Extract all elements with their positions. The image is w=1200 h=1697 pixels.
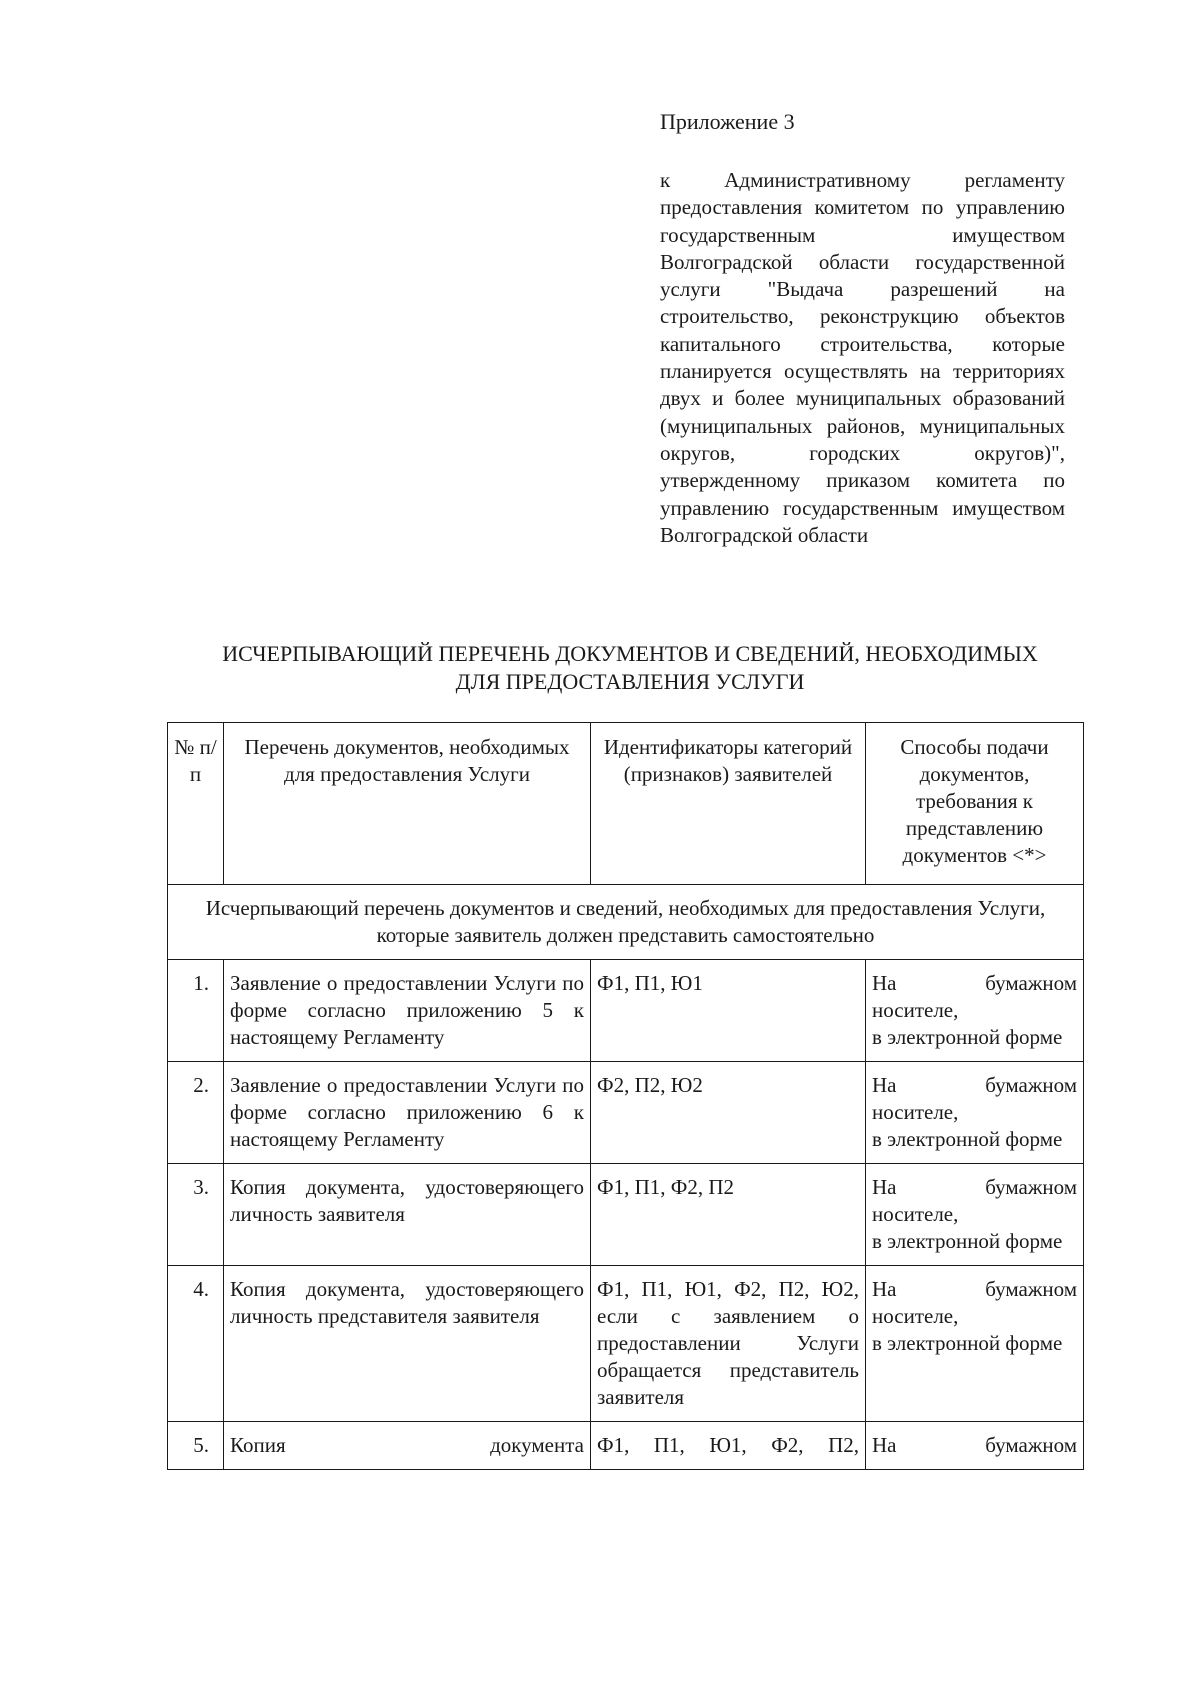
row-identifiers: Ф1, П1, Ю1, Ф2, П2, (591, 1422, 866, 1470)
row-identifiers: Ф1, П1, Ю1, Ф2, П2, Ю2, если с заявлением о предоставлении Услуги обращается представитель заявителя (591, 1266, 866, 1422)
section-title: Исчерпывающий перечень документов и сведений, необходимых для предоставления Услуги, которые заявитель должен представить самостоятельно (168, 885, 1084, 960)
row-document: Копия документа (224, 1422, 591, 1470)
row-method (866, 1062, 1084, 1164)
row-identifiers: Ф2, П2, Ю2 (591, 1062, 866, 1164)
row-document: Копия документа, удостоверяющего личность заявителя (224, 1164, 591, 1266)
row-document: Копия документа, удостоверяющего личность представителя заявителя (224, 1266, 591, 1422)
table-row (168, 1266, 1084, 1422)
table-row (168, 960, 1084, 1062)
document-title-line2: ДЛЯ ПРЕДОСТАВЛЕНИЯ УСЛУГИ (455, 669, 805, 694)
row-method (866, 1164, 1084, 1266)
row-method (866, 960, 1084, 1062)
header-methods: Способы подачи документов, требования к представлению документов <*> (866, 723, 1084, 885)
table-row (168, 1164, 1084, 1266)
row-method-line2: в электронной форме (872, 1127, 1063, 1151)
table-row (168, 1062, 1084, 1164)
row-method-line1: На бумажном носителе, (872, 971, 1077, 1022)
section-row (168, 885, 1084, 960)
row-num: 2. (168, 1062, 224, 1164)
row-method (866, 1422, 1084, 1470)
row-method-line2: в электронной форме (872, 1331, 1063, 1355)
appendix-text: к Административному регламенту предоставления комитетом по управлению государственным имуществом Волгоградской области государственной услуги "Выдача разрешений на строительство, реконструкцию объектов капитального строительства, которые планируется осуществлять на территориях двух и более муниципальных образований (муниципальных районов, муниципальных округов, городских округов)", утвержденному приказом комитета по управлению государственным имуществом Волгоградской области (660, 168, 1065, 547)
documents-table (167, 722, 1084, 1470)
row-identifiers: Ф1, П1, Ю1 (591, 960, 866, 1062)
table-row (168, 1422, 1084, 1470)
row-method-line2: в электронной форме (872, 1025, 1063, 1049)
header-documents: Перечень документов, необходимых для предоставления Услуги (224, 723, 591, 885)
row-identifiers: Ф1, П1, Ф2, П2 (591, 1164, 866, 1266)
row-document: Заявление о предоставлении Услуги по форме согласно приложению 5 к настоящему Регламенту (224, 960, 591, 1062)
row-method-line1: На бумажном носителе, (872, 1175, 1077, 1226)
header-num: № п/п (168, 723, 224, 885)
row-method-line1: На бумажном носителе, (872, 1073, 1077, 1124)
row-method (866, 1266, 1084, 1422)
header-identifiers: Идентификаторы категорий (признаков) заявителей (591, 723, 866, 885)
row-method-line2: в электронной форме (872, 1229, 1063, 1253)
row-num: 4. (168, 1266, 224, 1422)
row-method-line1: На бумажном (872, 1433, 1077, 1457)
row-num: 5. (168, 1422, 224, 1470)
row-num: 3. (168, 1164, 224, 1266)
document-title (160, 640, 1100, 696)
row-num: 1. (168, 960, 224, 1062)
document-title-line1: ИСЧЕРПЫВАЮЩИЙ ПЕРЕЧЕНЬ ДОКУМЕНТОВ И СВЕДЕНИЙ, НЕОБХОДИМЫХ (222, 641, 1038, 666)
table-header-row (168, 723, 1084, 885)
appendix-title: Приложение 3 (660, 109, 795, 134)
row-method-line1: На бумажном носителе, (872, 1277, 1077, 1328)
row-document: Заявление о предоставлении Услуги по форме согласно приложению 6 к настоящему Регламенту (224, 1062, 591, 1164)
